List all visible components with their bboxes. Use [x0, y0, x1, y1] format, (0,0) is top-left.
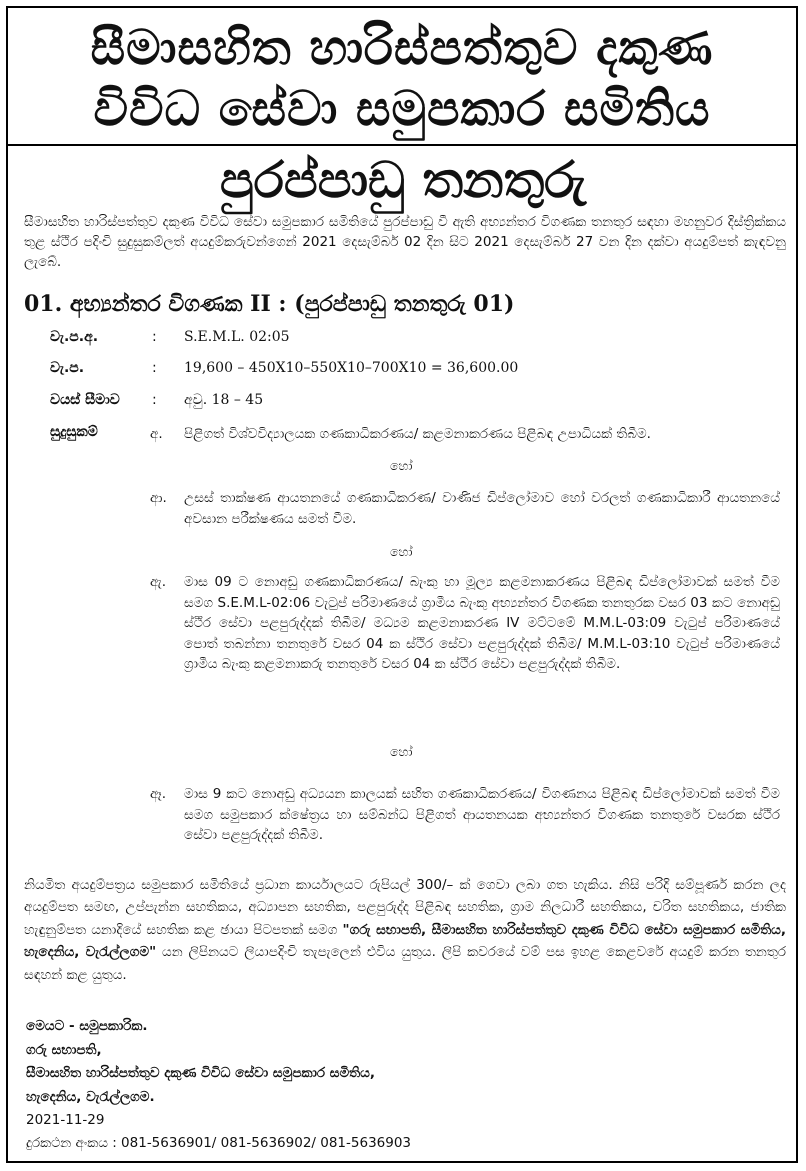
- qualification-item: [150, 424, 780, 445]
- header-banner: [6, 6, 798, 146]
- detail-label: වැ.ප.අ.: [50, 329, 99, 345]
- section-heading: 01. අභ්‍යන්තර විගණක II : (පුරප්පාඩු තනතුරු 01): [24, 291, 515, 317]
- application-instructions: [24, 874, 786, 986]
- detail-value: 19,600 – 450X10–550X10–700X10 = 36,600.00: [184, 360, 519, 376]
- address-line: සීමාසහිත හාරිස්පත්තුව දකුණ විවිධ සේවා සමුපකාර සමිතිය,: [26, 1065, 375, 1081]
- qualification-marker: අ.: [150, 426, 163, 442]
- address-line: ගරු සභාපති,: [26, 1042, 102, 1058]
- detail-label: වැ.ප.: [50, 360, 85, 376]
- qualification-text: මාස 09 ට නොඅඩු ගණකාධිකරණය/ බැංකු හා මූල්‍ය කළමනාකරණය පිළිබඳ ඩිප්ලෝමාවක් සමත් වීම සමග S.E.M.L-02:06 වැටුප් පරිමාණයේ ග්‍රාමීය බැංකු අභ්‍යන්තර විගණක තනතුරක වසර 03 කට නොඅඩු ස්ථිර සේවා පළපුරුද්දක් තිබීම/ මධ්‍යම කළමනාකරණ IV මට්ටමේ M.M.L-03:09 වැටුප් පරිමාණයේ පොත් තබන්නා තනතුරේ වසර 04 ක ස්ථිර සේවා පළපුරුද්දක් තිබීම/ M.M.L-03:10 වැටුප් පරිමාණයේ ග්‍රාමීය බැංකු කළමනාකරු තනතුරේ වසර 04 ක ස්ථිර සේවා පළපුරුද්දක් තිබීම.: [184, 574, 780, 672]
- address-line: හැදෙනිය, වැරැල්ලගම.: [26, 1089, 155, 1105]
- org-name-line1: සීමාසහිත හාරිස්පත්තුව දකුණ: [90, 20, 714, 76]
- qualifications-label: සුදුසුකම්: [50, 424, 98, 440]
- detail-colon: :: [152, 392, 157, 408]
- phone-numbers: දුරකථන අංකය : 081-5636901/ 081-5636902/ 081-5636903: [26, 1135, 412, 1151]
- qualification-text: මාස 9 කට නොඅඩු අධ්‍යයන කාලයක් සහිත ගණකාධිකරණය/ විගණනය පිළිබඳ ඩිප්ලෝමාවක් සමත් වීම සමග සමුපකාර ක්ෂේත්‍රය හා සම්බන්ධ පිළිගත් ආයතනයක අභ්‍යන්තර විගණක තනතුරේ වසරක ස්ථිර සේවා පළපුරුද්දක් තිබීම.: [184, 786, 780, 843]
- qualification-marker: ආ.: [150, 490, 167, 506]
- qualification-item: [150, 488, 780, 529]
- qualification-marker: ඈ.: [150, 786, 166, 802]
- detail-colon: :: [152, 329, 157, 345]
- instructions-text-end: යන ලිපිනයට ලියාපදිංචි තැපැලෙන් එවිය යුතුය. ලිපි කවරයේ වම් පස ඉහළ කෙළවරේ අයදුම් කරන තනතුර සඳහන් කළ යුතුය.: [24, 944, 786, 983]
- or-separator: හෝ: [390, 458, 413, 473]
- qualification-item: [150, 572, 780, 675]
- intro-paragraph: සීමාසහිත හාරිස්පත්තුව දකුණ විවිධ සේවා සමුපකාර සමිතියේ පුරප්පාඩු වී ඇති අභ්‍යන්තර විගණක තනතුර සඳහා මහනුවර දිස්ත්‍රික්කය තුළ ස්ථිර පදිංචි සුදුසුකම්ලත් අයදුම්කරුවන්ගෙන් 2021 දෙසැම්බර් 02 දින සිට 2021 දෙසැම්බර් 27 වන දින දක්වා අයදුම්පත් කැඳවනු ලැබේ.: [24, 214, 786, 270]
- instructions-text: නියමිත අයදුම්පත්‍රය සමුපකාර සමිතියේ ප්‍රධාන කාර්යාලයට රුපියල් 300/– ක් ගෙවා ලබා ගත හැකිය. නිසි පරිදි සම්පූර්ණ කරන ලද අයදුම්පත සමඟ, උප්පැන්න සහතිකය, අධ්‍යාපන සහතික, පළපුරුද්ද පිළිබඳ සහතික, ග්‍රාම නිලධාරී සහතිකය, චරිත සහතිකය, ජාතික හැඳුනුම්පත යනාදියේ සහතික කළ ඡායා පිටපතක් සමග: [24, 877, 786, 938]
- detail-label: වයස් සීමාව: [50, 392, 120, 408]
- qualification-item: [150, 784, 780, 846]
- detail-colon: :: [152, 360, 157, 376]
- notice-title: පුරප්පාඩු තනතුරු: [219, 150, 587, 209]
- qualification-text: උසස් තාක්ෂණ ආයතනයේ ගණකාධිකරණ/ වාණිජ ඩිප්ලෝමාව හෝ වරලත් ගණකාධිකාරී ආයතනයේ අවසාන පරීක්ෂණය සමත් වීම.: [184, 490, 780, 527]
- qualification-marker: ඇ.: [150, 574, 167, 590]
- or-separator: හෝ: [390, 544, 413, 559]
- address-line: මෙයට - සමුපකාරික.: [26, 1018, 148, 1034]
- detail-value: S.E.M.L. 02:05: [184, 329, 290, 345]
- or-separator: හෝ: [390, 744, 413, 759]
- instructions-address-bold: "ගරු සභාපති, සීමාසහිත හාරිස්පත්තුව දකුණ විවිධ සේවා සමුපකාර සමිතිය, හැදෙනිය, වැරැල්ලගම": [24, 921, 786, 961]
- detail-value: අවු. 18 – 45: [184, 392, 264, 408]
- org-name-line2: විවිධ සේවා සමුපකාර සමිතිය: [93, 81, 711, 137]
- notice-date: 2021-11-29: [26, 1112, 105, 1128]
- qualification-text: පිළිගත් විශ්වවිද්‍යාලයක ගණකාධිකරණය/ කළමනාකරණය පිළිබඳ උපාධියක් තිබීම.: [184, 426, 651, 442]
